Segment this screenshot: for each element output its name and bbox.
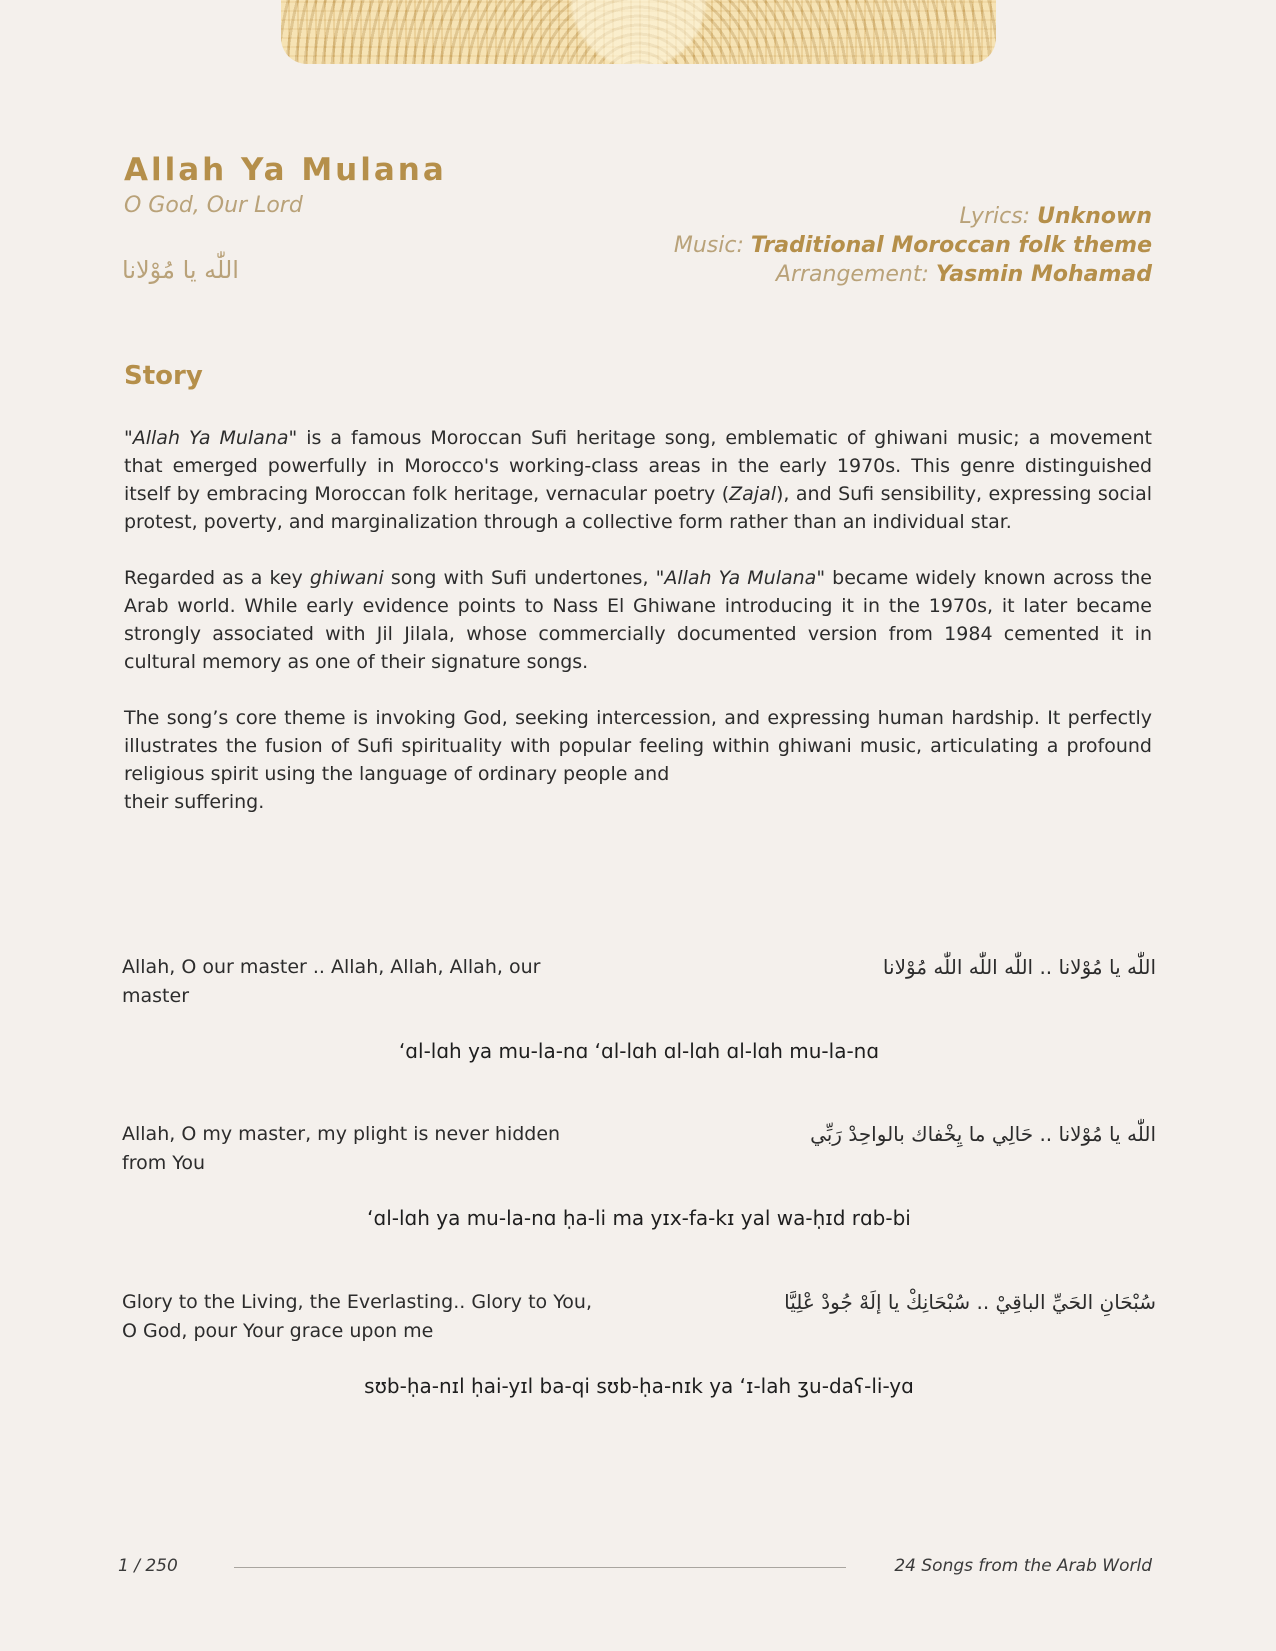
song-subtitle: O God, Our Lord: [124, 193, 303, 218]
story-p2-text-b: song with Sufi undertones, ": [383, 567, 665, 589]
song-title: Allah Ya Mulana: [124, 152, 447, 188]
credit-lyrics-value: Unknown: [1037, 204, 1152, 229]
story-p1-zajal: Zajal: [729, 483, 777, 505]
credit-lyrics-label: Lyrics:: [959, 204, 1038, 229]
verse-1-arabic: اللّٰه يا مُوْلانا .. اللّٰه اللّٰه اللّٰه مُوْلانا: [882, 955, 1156, 979]
mosaic-banner: [281, 0, 996, 64]
story-p1-text-a: " is a famous Moroccan Sufi heritage song, emblematic of ghiwani music; a movement that emerged powerfully in Morocco's working-class areas in the early 1970s. This genre distinguished itself by embracing Moroccan folk heritage, vernacular poetry (: [124, 427, 1152, 505]
story-paragraph-3: [124, 704, 1152, 816]
credit-arrangement-label: Arrangement:: [775, 262, 936, 287]
book-title: 24 Songs from the Arab World: [894, 1556, 1152, 1576]
credit-arrangement-value: Yasmin Mohamad: [935, 262, 1152, 287]
story-paragraph-1: [124, 424, 1152, 536]
story-p3-tail: their suffering.: [124, 791, 265, 813]
story-heading: Story: [124, 361, 203, 391]
song-arabic-title: اللّٰه يا مُوْلانا: [122, 256, 239, 284]
credit-music-label: Music:: [673, 233, 751, 258]
verse-2-arabic: اللّٰه يا مُوْلانا .. حَالِي ما يِخْفاك بالواحِدْ رَبِّي: [810, 1122, 1156, 1146]
verse-1-english: Allah, O our master .. Allah, Allah, Allah, our master: [122, 956, 541, 1007]
story-p2-text-c: " became widely known across the Arab world. While early evidence points to Nass El Ghiwane introducing it in the 1970s, it later became strongly associated with Jil Jilala, whose commercially documented version from 1984 cemented it in cultural memory as one of their signature songs.: [124, 567, 1152, 673]
story-p2-song-name: Allah Ya Mulana: [664, 567, 817, 589]
footer-divider: [234, 1567, 846, 1568]
credit-lyrics: [674, 202, 1152, 231]
credits-block: [674, 202, 1152, 289]
credit-music-value: Traditional Moroccan folk theme: [750, 233, 1152, 258]
verse-2-english: Allah, O my master, my plight is never hidden from You: [122, 1123, 561, 1174]
verse-3-arabic: سُبْحَانِ الحَيِّ الباقِيْ .. سُبْحَانِكْ يا إلَهْ جُودْ عْلِيَّا: [784, 1290, 1156, 1314]
page-number: 1 / 250: [118, 1556, 178, 1576]
story-paragraph-2: [124, 564, 1152, 676]
credit-music: [674, 231, 1152, 260]
story-p1-text-b: ), and Sufi sensibility, expressing social protest, poverty, and marginalization through a collective form rather than an individual star.: [124, 483, 1152, 533]
story-body: [124, 424, 1152, 844]
story-p3-text: The song’s core theme is invoking God, seeking intercession, and expressing human hardship. It perfectly illustrates the fusion of Sufi spirituality with popular feeling within ghiwani music, articulating a profound religious spirit using the language of ordinary people and: [124, 707, 1152, 785]
verse-3-transliteration: sʊb-ḥa-nɪl ḥai-yɪl ba-qi sʊb-ḥa-nɪk ya ʻɪ-lah ʒu-daʕ-li-yɑ: [364, 1374, 914, 1398]
story-p1-open-quote: ": [124, 427, 133, 449]
credit-arrangement: [674, 260, 1152, 289]
story-p2-text-a: Regarded as a key: [124, 567, 310, 589]
story-p1-song-name: Allah Ya Mulana: [132, 427, 289, 449]
story-p2-ghiwani: ghiwani: [309, 567, 384, 589]
verse-1-transliteration: ʻɑl-lɑh ya mu-la-nɑ ʻɑl-lɑh ɑl-lɑh ɑl-lɑh mu-la-nɑ: [398, 1039, 880, 1063]
verse-2-transliteration: ʻɑl-lɑh ya mu-la-nɑ ḥa-li ma yɪx-fa-kɪ yal wa-ḥɪd rɑb-bi: [367, 1206, 911, 1230]
verse-3-english: Glory to the Living, the Everlasting.. Glory to You, O God, pour Your grace upon me: [122, 1291, 592, 1342]
